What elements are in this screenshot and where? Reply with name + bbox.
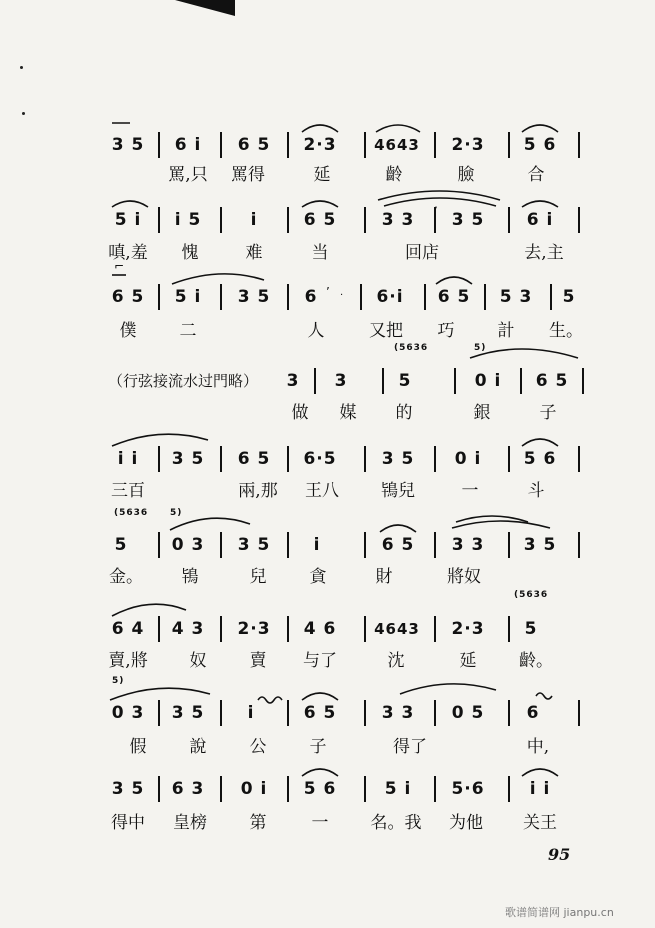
lyric-row-1 — [0, 162, 655, 192]
lyric: 奴 — [189, 651, 207, 671]
bar-line — [220, 284, 222, 310]
bar-line — [287, 776, 289, 802]
lyric: 王八 — [305, 481, 339, 501]
bar-line — [520, 368, 522, 394]
measure: 0 i — [240, 779, 268, 799]
measure: 6 — [304, 287, 318, 307]
lyric: 罵,只 — [168, 165, 208, 185]
bar-line — [434, 700, 436, 726]
lyric: 做 — [291, 403, 309, 423]
measure: 5 — [114, 535, 128, 555]
lyric: 沈 — [387, 651, 405, 671]
lyric-row-3 — [0, 318, 655, 348]
slur — [170, 518, 250, 530]
slur — [378, 191, 500, 200]
measure: 6 5 — [535, 371, 569, 391]
measure: 0 i — [454, 449, 482, 469]
measure: 6 5 — [237, 135, 271, 155]
lyric: 賣,將 — [108, 651, 148, 671]
notation-row-8 — [0, 698, 655, 728]
slur — [452, 521, 550, 528]
measure: 3 5 — [381, 449, 415, 469]
lyric: 生。 — [549, 321, 583, 341]
measure: i — [247, 703, 255, 723]
lyric: 賣 — [249, 651, 267, 671]
lyric: 三百 — [111, 481, 145, 501]
breath-mark: ’ — [326, 285, 330, 299]
lyric: 金。 — [109, 567, 143, 587]
notation-row-7 — [0, 614, 655, 644]
measure: 4 3 — [171, 619, 205, 639]
measure: 0 3 — [111, 703, 145, 723]
bar-line — [434, 207, 436, 233]
lyric-row-6 — [0, 564, 655, 594]
measure: 5 6 — [523, 449, 557, 469]
performance-note: （行弦接流水过門略） — [108, 372, 259, 390]
bar-line — [287, 207, 289, 233]
notation-row-6 — [0, 530, 655, 560]
bar-line — [578, 532, 580, 558]
scan-dot — [22, 112, 25, 115]
lyric: 难 — [245, 243, 263, 263]
lyric: 鴇 — [181, 567, 199, 587]
grace-note-text: 5 — [170, 508, 178, 518]
lyric: 关王 — [523, 813, 557, 833]
measure: 6 5 — [303, 210, 337, 230]
bar-line — [508, 700, 510, 726]
scan-dot — [20, 66, 23, 69]
lyric: 說 — [189, 737, 207, 757]
measure: 6 — [526, 703, 540, 723]
bar-line — [434, 532, 436, 558]
lyric: 名。我 — [370, 813, 422, 833]
grace-note-text: 5636 — [399, 343, 429, 353]
lyric: 延 — [459, 651, 477, 671]
breath-mark: · — [340, 290, 344, 301]
lyric: 当 — [311, 243, 329, 263]
measure: 4643 — [374, 136, 420, 154]
bar-line — [382, 368, 384, 394]
bar-line — [434, 776, 436, 802]
page-number: 95 — [548, 845, 571, 864]
bar-line — [220, 446, 222, 472]
bar-line — [158, 132, 160, 158]
grace-notes: (5636 — [114, 508, 149, 518]
grace-notes: (5636 — [394, 343, 429, 353]
bar-line — [364, 132, 366, 158]
lyric: 与了 — [303, 651, 337, 671]
lyric: 財 — [375, 567, 393, 587]
bar-line — [158, 207, 160, 233]
bar-line — [578, 700, 580, 726]
measure: 2·3 — [451, 619, 485, 639]
measure: 5 6 — [523, 135, 557, 155]
bar-line — [364, 776, 366, 802]
bar-line — [508, 776, 510, 802]
measure: 6 5 — [303, 703, 337, 723]
grace-notes: (5636 — [514, 590, 549, 600]
measure: i — [250, 210, 258, 230]
measure: 5 i — [114, 210, 142, 230]
bar-line — [220, 532, 222, 558]
lyric: 皇榜 — [173, 813, 207, 833]
lyric: 銀 — [473, 403, 491, 423]
lyric: 二 — [179, 321, 197, 341]
bar-line — [220, 700, 222, 726]
measure: 3 3 — [451, 535, 485, 555]
measure: 4 6 — [303, 619, 337, 639]
measure: 5 3 — [499, 287, 533, 307]
bar-line — [158, 284, 160, 310]
measure: 6 5 — [437, 287, 471, 307]
measure: 3 5 — [523, 535, 557, 555]
measure: 4643 — [374, 620, 420, 638]
slur — [400, 684, 496, 694]
bar-line — [158, 616, 160, 642]
bar-line — [287, 284, 289, 310]
lyric: 子 — [539, 403, 557, 423]
notation-row-5 — [0, 444, 655, 474]
measure: 3 5 — [171, 703, 205, 723]
bar-line — [287, 616, 289, 642]
bar-line — [158, 776, 160, 802]
measure: 5 6 — [303, 779, 337, 799]
lyric: 將奴 — [447, 567, 481, 587]
bar-line — [287, 446, 289, 472]
measure: 3 5 — [451, 210, 485, 230]
measure: 6 i — [174, 135, 202, 155]
bar-line — [220, 207, 222, 233]
lyric: 嗔,羞 — [108, 243, 148, 263]
measure: 3 5 — [237, 287, 271, 307]
bar-line — [434, 616, 436, 642]
measure: 6 5 — [111, 287, 145, 307]
grace-notes — [112, 676, 124, 686]
lyric: 兩,那 — [238, 481, 278, 501]
measure: i i — [117, 449, 139, 469]
notation-row-2 — [0, 205, 655, 235]
bar-line — [220, 616, 222, 642]
measure: 2·3 — [451, 135, 485, 155]
measure: 6 5 — [381, 535, 415, 555]
lyric: 延 — [313, 165, 331, 185]
lyric-row-7 — [0, 648, 655, 678]
bar-line — [360, 284, 362, 310]
lyric: 中, — [526, 737, 550, 757]
bar-line — [578, 207, 580, 233]
bar-line — [508, 532, 510, 558]
bar-line — [582, 368, 584, 394]
slur — [456, 516, 528, 522]
lyric: 齡。 — [519, 651, 553, 671]
bar-line — [287, 532, 289, 558]
measure: 5 — [562, 287, 576, 307]
measure: 0 5 — [451, 703, 485, 723]
bar-line — [364, 700, 366, 726]
lyric: 齡 — [385, 165, 403, 185]
tie-mark: ⌐ — [114, 259, 125, 273]
bar-line — [287, 700, 289, 726]
lyric: 一 — [461, 481, 479, 501]
measure: 2·3 — [237, 619, 271, 639]
bar-line — [364, 532, 366, 558]
notation-row-9 — [0, 774, 655, 804]
lyric: 回店 — [405, 243, 439, 263]
lyric: 合 — [527, 165, 545, 185]
notation-row-3 — [0, 282, 655, 312]
bar-line — [158, 700, 160, 726]
bar-line — [220, 776, 222, 802]
measure: 3 5 — [171, 449, 205, 469]
lyric: 愧 — [181, 243, 199, 263]
bar-line — [508, 616, 510, 642]
lyric: 去,主 — [524, 243, 564, 263]
bar-line — [578, 446, 580, 472]
bar-line — [578, 132, 580, 158]
measure: 6 3 — [171, 779, 205, 799]
lyric-row-9 — [0, 810, 655, 840]
measure: i 5 — [174, 210, 202, 230]
measure: i — [313, 535, 321, 555]
measure: 3 — [286, 371, 300, 391]
measure: 5 i — [174, 287, 202, 307]
lyric: 子 — [309, 737, 327, 757]
measure: 6 i — [526, 210, 554, 230]
measure: 5 — [524, 619, 538, 639]
measure: 5 i — [384, 779, 412, 799]
bar-line — [454, 368, 456, 394]
measure: 3 5 — [111, 779, 145, 799]
bar-line — [287, 132, 289, 158]
grace-note-text: 5636 — [519, 590, 549, 600]
grace-note-text: 5 — [474, 343, 482, 353]
bar-line — [508, 446, 510, 472]
lyric: 斗 — [527, 481, 545, 501]
bar-line — [508, 207, 510, 233]
lyric: 巧 — [437, 321, 455, 341]
lyric: 得了 — [393, 737, 427, 757]
scan-corner-mark — [175, 0, 235, 20]
measure: 0 i — [474, 371, 502, 391]
bar-line — [424, 284, 426, 310]
notation-row-4 — [0, 366, 655, 396]
measure: 3 5 — [111, 135, 145, 155]
lyric: 計 — [497, 321, 515, 341]
bar-line — [434, 446, 436, 472]
measure: 0 3 — [171, 535, 205, 555]
lyric: 鴇兒 — [381, 481, 415, 501]
lyric: 罵得 — [231, 165, 265, 185]
lyric: 媒 — [339, 403, 357, 423]
lyric: 又把 — [369, 321, 403, 341]
lyric: 公 — [249, 737, 267, 757]
lyric: 貪 — [309, 567, 327, 587]
measure: 5 — [398, 371, 412, 391]
bar-line — [158, 446, 160, 472]
watermark: 歌谱简谱网 jianpu.cn — [505, 906, 614, 919]
lyric-row-4 — [0, 400, 655, 430]
lyric-row-5 — [0, 478, 655, 508]
bar-line — [364, 446, 366, 472]
lyric: 人 — [307, 321, 325, 341]
notation-row-1 — [0, 130, 655, 160]
lyric-row-8 — [0, 734, 655, 764]
lyric: 假 — [129, 737, 147, 757]
lyric: 为他 — [449, 813, 483, 833]
bar-line — [220, 132, 222, 158]
bar-line — [314, 368, 316, 394]
bar-line — [158, 532, 160, 558]
lyric-row-2 — [0, 240, 655, 270]
measure: 3 3 — [381, 210, 415, 230]
grace-note-text: 5) — [112, 676, 125, 686]
lyric: 第 — [249, 813, 267, 833]
measure: 2·3 — [303, 135, 337, 155]
measure: 6 4 — [111, 619, 145, 639]
grace-note-text: 5636 — [119, 508, 149, 518]
bar-line — [364, 616, 366, 642]
lyric: 兒 — [249, 567, 267, 587]
bar-line — [508, 132, 510, 158]
measure: 6 5 — [237, 449, 271, 469]
measure: 6·i — [376, 287, 404, 307]
measure: 6·5 — [303, 449, 337, 469]
bar-line — [484, 284, 486, 310]
measure: i i — [529, 779, 551, 799]
grace-notes: 5) — [170, 508, 183, 518]
lyric: 的 — [395, 403, 413, 423]
measure: 5·6 — [451, 779, 485, 799]
lyric: 得中 — [111, 813, 145, 833]
bar-line — [550, 284, 552, 310]
lyric: 僕 — [119, 321, 137, 341]
breath-mark: , — [434, 197, 438, 211]
bar-line — [364, 207, 366, 233]
bar-line — [434, 132, 436, 158]
measure: 3 5 — [237, 535, 271, 555]
lyric: 臉 — [457, 165, 475, 185]
lyric: 一 — [311, 813, 329, 833]
measure: 3 — [334, 371, 348, 391]
measure: 3 3 — [381, 703, 415, 723]
grace-notes: 5) — [474, 343, 487, 353]
